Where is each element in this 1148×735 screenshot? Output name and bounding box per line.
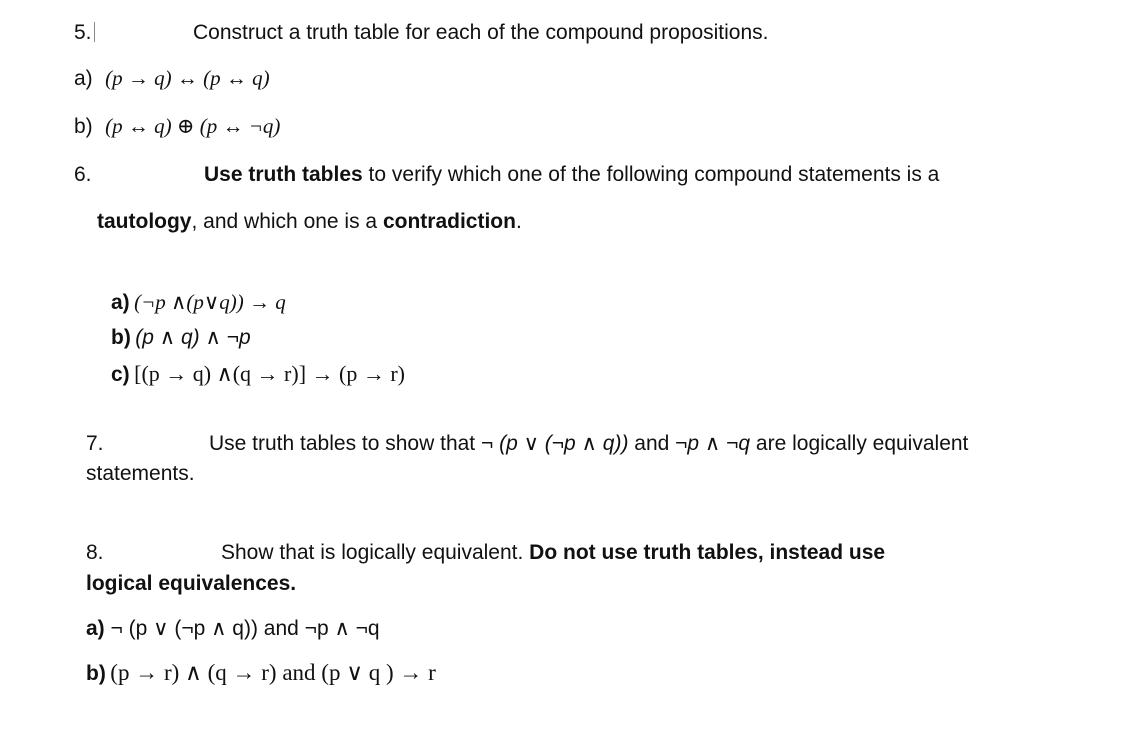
q5-number: 5.: [74, 21, 92, 44]
text-cursor: [94, 22, 95, 42]
q8-prompt-bold: Do not use truth tables, instead use: [529, 541, 886, 564]
q6-c-label: c): [111, 363, 130, 386]
q6-b-label: b): [111, 326, 131, 349]
q6-part-a: [111, 292, 286, 313]
q6-part-c: [111, 363, 405, 385]
q7-prompt-pre: Use truth tables to show that ¬: [209, 432, 500, 455]
q7-prompt-line2: statements.: [86, 462, 195, 485]
q8-prompt-line1: [221, 542, 885, 563]
q5-a-expression: (p → q) ↔ (p ↔ q): [105, 66, 270, 90]
q6-a-expression: (¬p ∧(p∨q)) → q: [134, 290, 286, 314]
q5-part-b: [74, 116, 280, 137]
q7-prompt-post: are logically equivalent: [750, 432, 969, 455]
q6-a-label: a): [111, 291, 130, 314]
q5-a-label: a): [74, 67, 93, 90]
q7-number: 7.: [86, 432, 104, 455]
q7-expression-2: ¬p ∧ ¬q: [675, 432, 751, 455]
q5-b-label: b): [74, 115, 93, 138]
q6-part-b: [111, 327, 251, 348]
q8-prompt-regular: Show that is logically equivalent.: [221, 541, 530, 564]
q8-b-expression: (p → r) ∧ (q → r) and (p ∨ q ) → r: [110, 660, 436, 685]
q7-expression-1: (p ∨ (¬p ∧ q)): [499, 432, 629, 455]
q6-tautology: tautology: [97, 210, 192, 233]
q6-contradiction: contradiction: [382, 210, 516, 233]
q6-line2-end: .: [515, 210, 522, 233]
q6-prompt-rest: to verify which one of the following compound statements is a: [362, 163, 940, 186]
q8-a-expression: ¬ (p ∨ (¬p ∧ q)) and ¬p ∧ ¬q: [104, 617, 380, 640]
q8-b-label: b): [86, 662, 106, 685]
q7-prompt-and: and: [628, 432, 676, 455]
q8-part-a: [86, 618, 380, 639]
q6-line2-mid: , and which one is a: [191, 210, 383, 233]
q6-prompt-line1: [204, 164, 939, 185]
q7-prompt: [209, 433, 968, 454]
q6-c-expression: [(p → q) ∧(q → r)] → (p → r): [134, 361, 406, 386]
q8-a-label: a): [86, 617, 105, 640]
q5-b-expression: (p ↔ q) ⊕ (p ↔ ¬q): [105, 114, 281, 138]
q8-prompt-line2: logical equivalences.: [86, 572, 297, 595]
q6-prompt-line2: [97, 211, 522, 232]
q8-part-b: [86, 661, 436, 684]
q6-b-expression: (p ∧ q) ∧ ¬p: [135, 326, 251, 349]
q5-number-line: [74, 22, 95, 43]
q8-number: 8.: [86, 541, 104, 564]
q5-prompt: Construct a truth table for each of the compound propositions.: [193, 21, 769, 44]
q6-number: 6.: [74, 163, 92, 186]
q5-part-a: [74, 68, 270, 89]
q6-prompt-bold: Use truth tables: [204, 163, 363, 186]
